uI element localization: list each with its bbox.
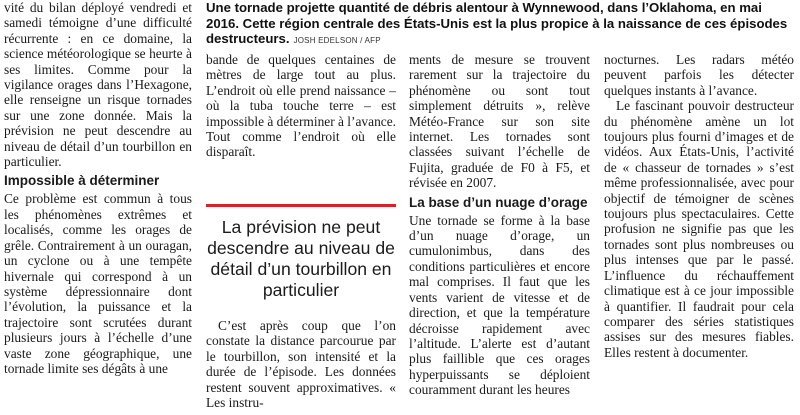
pull-quote [206,204,396,305]
photo-caption [206,0,796,49]
photo-credit: JOSH EDELSON / AFP [293,36,381,46]
paragraph: Ce problème est commun à tous les phénomènes extrêmes et localisés, comme les orages de grêle. Contrairement à un ouragan, un cyclone ou à une tempête hivernale qui correspond à un système dépressionnaire dont l’évolution, la puissance et la trajectoire sont scrutées durant plusieurs jours à l’échelle d’une vaste zone géographique, une tornade limite ses dégâts à une [4,191,192,376]
article-column-4 [604,52,794,415]
paragraph: nocturnes. Les radars météo peuvent parfois les détecter quelques instants à l’avance. [604,52,794,98]
paragraph: bande de quelques centaines de mètres de large tout au plus. L’endroit où elle prend naissance – où la tuba touche terre – est impossible à déterminer à l’avance. Tout comme l’endroit où elle disparaît. [206,52,396,160]
article-column-2-continued [206,318,396,415]
paragraph: Une tornade se forme à la base d’un nuage d’orage, un cumulonimbus, dans des conditions particulières et encore mal comprises. Il faut que les vents varient de vitesse et de direction, et que la température décroisse rapidement avec l’altitude. L’alerte est d’autant plus faillible que ces orages hyperpuissants se déploient couramment durant les heures [409,212,590,398]
paragraph: C’est après coup que l’on constate la distance parcourue par le tourbillon, son intensité et la durée de l’épisode. Les données restent souvent approximatives. « Les instru- [206,318,396,411]
paragraph: Le fascinant pouvoir destructeur du phénomène amène un lot toujours plus fourni d’images et de vidéos. Aux États-Unis, l’activité de « chasseur de tornades » s’est même professionnalisée, avec pour objectif de témoigner de scènes toujours plus spectaculaires. Cette profusion ne signifie pas que les tornades sont plus nombreuses ou plus intenses que par le passé. L’influence du réchauffement climatique est à ce jour impossible à quantifier. Il faudrait pour cela comparer des séries statistiques assises sur des mesures fiables. Elles restent à documenter. [604,98,794,360]
section-heading: La base d’un nuage d’orage [409,194,588,210]
article-column-3 [409,52,590,415]
caption-text: Une tornade projette quantité de débris alentour à Wynnewood, dans l’Oklahoma, en mai 2016. Cette région centrale des États-Unis est la plus propice à la naissance de ces épisodes destructeurs. [206,0,788,47]
pull-quote-text: La prévision ne peut descendre au niveau de détail d’un tourbillon en particulier [207,217,395,300]
paragraph: vité du bilan déployé vendredi et samedi témoigne d’une difficulté récurrente : en ce domaine, la science météorologique se heurte à ses limites. Comme pour la vigilance orages dans l’Hexagone, elle renseigne un risque tornades sur une zone donnée. Mais la prévision ne peut descendre au niveau de détail d’un tourbillon en particulier. [4,0,192,170]
article-column-1 [4,0,192,415]
section-heading: Impossible à déterminer [4,173,160,189]
paragraph: ments de mesure se trouvent rarement sur la trajectoire du phénomène ou sont tout simplement détruits », relève Météo-France sur son site internet. Les tornades sont classées suivant l’échelle de Fujita, graduée de F0 à F5, et révisée en 2007. [409,52,590,191]
